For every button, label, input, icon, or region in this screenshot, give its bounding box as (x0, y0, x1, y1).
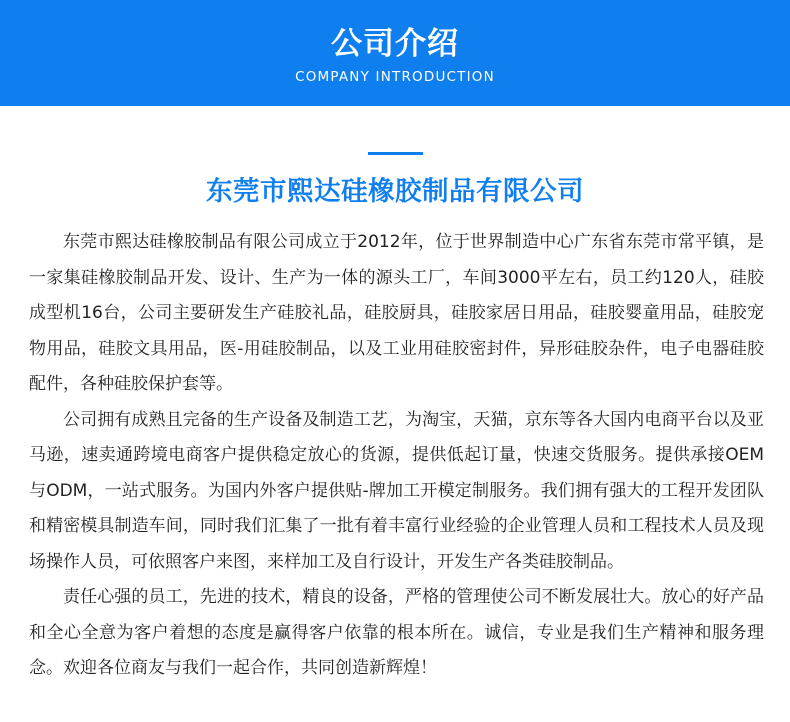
header-banner (0, 0, 790, 106)
banner-subtitle: COMPANY INTRODUCTION (295, 69, 495, 85)
intro-body (29, 225, 764, 687)
intro-paragraph-3: 责任心强的员工，先进的技术，精良的设备，严格的管理使公司不断发展壮大。放心的好产品和全心全意为客户着想的态度是赢得客户依靠的根本所在。诚信，专业是我们生产精神和服务理念。欢迎各位商友与我们一起合作，共同创造新辉煌！ (29, 587, 764, 678)
intro-paragraph-2: 公司拥有成熟且完备的生产设备及制造工艺，为淘宝，天猫，京东等各大国内电商平台以及亚马逊，速卖通跨境电商客户提供稳定放心的货源，提供低起订量，快速交货服务。提供承接OEM与ODM，一站式服务。为国内外客户提供贴-牌加工开模定制服务。我们拥有强大的工程开发团队和精密模具制造车间，同时我们汇集了一批有着丰富行业经验的企业管理人员和工程技术人员及现场操作人员，可依照客户来图，来样加工及自行设计，开发生产各类硅胶制品。 (29, 409, 764, 572)
company-name-heading: 东莞市熙达硅橡胶制品有限公司 (206, 176, 584, 207)
title-divider (368, 152, 423, 155)
intro-paragraph-1: 东莞市熙达硅橡胶制品有限公司成立于2012年，位于世界制造中心广东省东莞市常平镇，是一家集硅橡胶制品开发、设计、生产为一体的源头工厂，车间3000平左右，员工约120人，硅胶成型机16台，公司主要研发生产硅胶礼品，硅胶厨具，硅胶家居日用品，硅胶婴童用品，硅胶宠物用品，硅胶文具用品，医-用硅胶制品，以及工业用硅胶密封件，异形硅胶杂件，电子电器硅胶配件，各种硅胶保护套等。 (29, 232, 764, 394)
banner-title: 公司介绍 (331, 26, 459, 62)
